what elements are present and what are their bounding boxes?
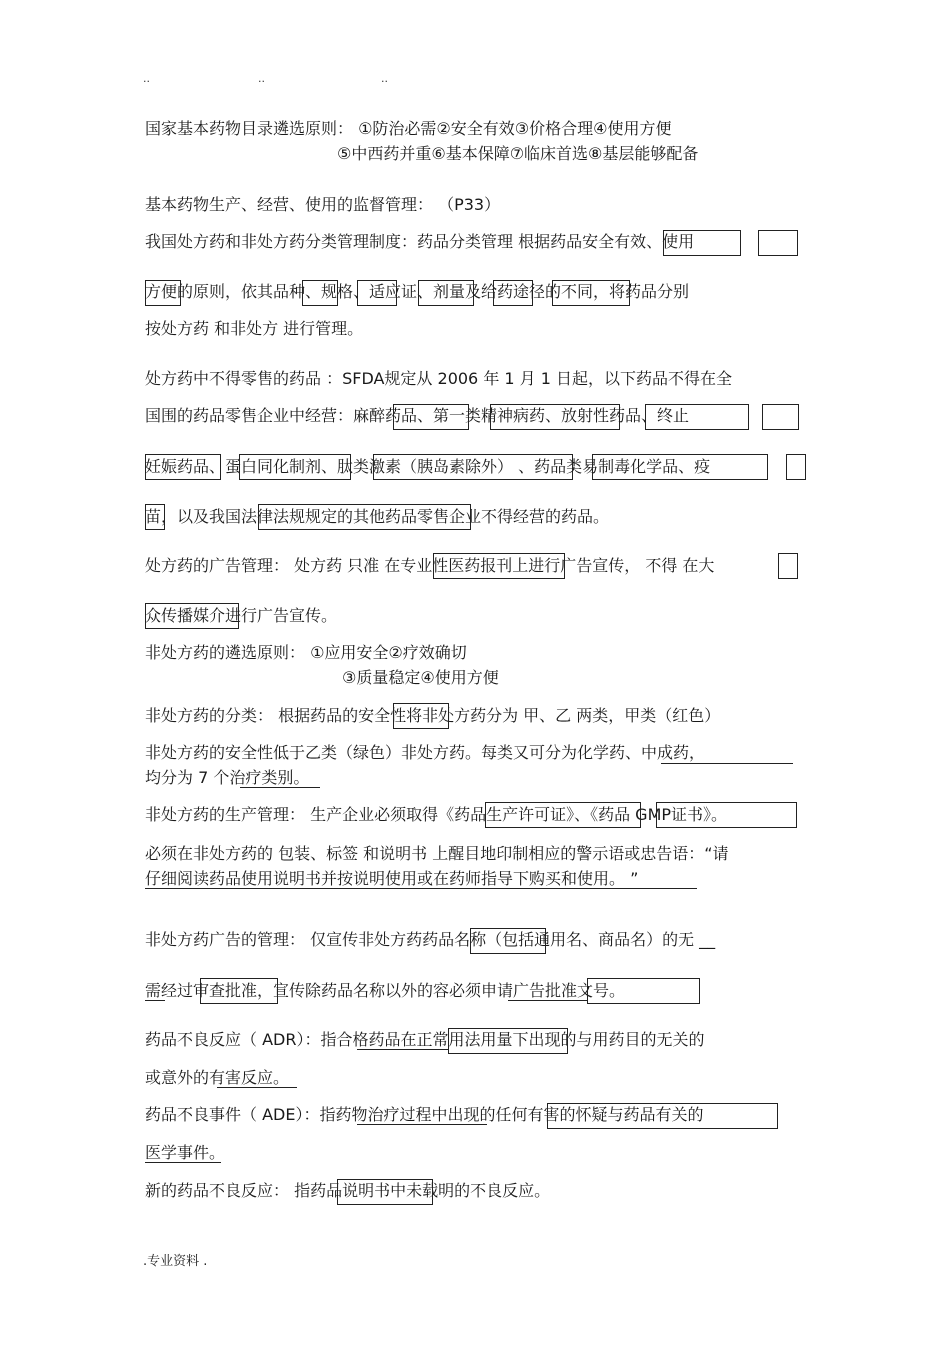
highlight-box [758, 230, 798, 256]
highlight-box [393, 404, 469, 430]
text-line-5: 方便的原则，依其品种、规格、适应证、剂量及给药途径的不同，将药品分别 [145, 282, 690, 301]
highlight-box [490, 404, 620, 430]
text-line-25: 药品不良事件（ ADE）：指药物治疗过程中出现的任何有害的怀疑与药品有关的 [145, 1105, 704, 1124]
underline-mark [357, 1049, 449, 1050]
underline-mark [145, 1162, 221, 1163]
highlight-box [418, 280, 474, 306]
text-line-10: 苗，以及我国法律法规规定的其他药品零售企业不得经营的药品。 [145, 507, 610, 526]
highlight-box [357, 280, 397, 306]
highlight-box [145, 603, 239, 629]
highlight-box [200, 978, 278, 1004]
highlight-box [393, 703, 449, 729]
header-dots-1: .. [143, 72, 150, 85]
text-line-2: ⑤中西药并重⑥基本保障⑦临床首选⑧基层能够配备 [337, 144, 699, 163]
footer-text: .专业资料 . [143, 1254, 208, 1269]
highlight-box [258, 504, 471, 530]
header-dots-2: .. [258, 72, 265, 85]
underline-mark [145, 888, 697, 889]
highlight-box [645, 404, 749, 430]
underline-mark [508, 1000, 588, 1001]
highlight-box [302, 280, 338, 306]
highlight-box [762, 404, 799, 430]
highlight-box [337, 1179, 433, 1205]
text-line-20: 仔细阅读药品使用说明书并按说明使用或在药师指导下购买和使用。 ” [145, 869, 639, 888]
text-line-18: 非处方药的生产管理： 生产企业必须取得《药品生产许可证》、《药品 GMP证书》。 [145, 805, 728, 824]
underline-mark [240, 787, 320, 788]
highlight-box [448, 1028, 568, 1054]
underline-mark [357, 1124, 487, 1125]
text-line-16: 非处方药的安全性低于乙类（绿色）非处方药。每类又可分为化学药、中成药， [145, 743, 706, 762]
highlight-box [493, 280, 533, 306]
text-line-17: 均分为 7 个治疗类别。 [145, 768, 310, 787]
text-line-14: ③质量稳定④使用方便 [342, 668, 499, 687]
highlight-box [145, 454, 221, 480]
highlight-box [552, 280, 630, 306]
text-line-8: 国围的药品零售企业中经营：麻醉药品、第一类精神病药、放射性药品、终止 [145, 406, 690, 425]
highlight-box [433, 553, 565, 579]
highlight-box [239, 454, 351, 480]
text-line-19: 必须在非处方药的 包装、标签 和说明书 上醒目地印制相应的警示语或忠告语：“请 [145, 844, 729, 863]
highlight-box [485, 802, 641, 828]
header-dots-3: .. [381, 72, 388, 85]
text-line-24: 或意外的有害反应。 [145, 1068, 290, 1087]
highlight-box [547, 1103, 778, 1129]
text-line-6: 按处方药 和非处方 进行管理。 [145, 319, 364, 338]
highlight-box [587, 978, 700, 1004]
highlight-box [656, 802, 797, 828]
text-line-12: 众传播媒介进行广告宣传。 [145, 606, 338, 625]
text-line-23: 药品不良反应（ ADR）：指合格药品在正常用法用量下出现的与用药目的无关的 [145, 1030, 705, 1049]
text-line-27: 新的药品不良反应： 指药品说明书中未载明的不良反应。 [145, 1181, 551, 1200]
text-line-11: 处方药的广告管理： 处方药 只准 在专业性医药报刊上进行广告宣传， 不得 在大 [145, 556, 715, 575]
highlight-box [663, 230, 741, 256]
highlight-box [373, 454, 573, 480]
text-line-1: 国家基本药物目录遴选原则： ①防治必需②安全有效③价格合理④使用方便 [145, 119, 672, 138]
text-line-4: 我国处方药和非处方药分类管理制度：药品分类管理 根据药品安全有效、使用 [145, 232, 695, 251]
text-line-9: 妊娠药品、蛋白同化制剂、肽类激素（胰岛素除外） 、药品类易制毒化学品、疫 [145, 457, 711, 476]
highlight-box [592, 454, 768, 480]
highlight-box [778, 553, 798, 579]
underline-mark [217, 1087, 297, 1088]
underline-mark [145, 1000, 165, 1001]
underline-mark [661, 763, 793, 764]
highlight-box [145, 280, 181, 306]
text-line-3: 基本药物生产、经营、使用的监督管理： （P33） [145, 195, 501, 214]
text-line-26: 医学事件。 [145, 1143, 226, 1162]
text-line-7: 处方药中不得零售的药品 ：SFDA规定从 2006 年 1 月 1 日起，以下药品不得在全 [145, 369, 733, 388]
text-line-13: 非处方药的遴选原则： ①应用安全②疗效确切 [145, 643, 467, 662]
text-line-21: 非处方药广告的管理： 仅宣传非处方药药品名称（包括通用名、商品名）的无 __ [145, 930, 716, 949]
highlight-box [145, 504, 165, 530]
highlight-box [470, 928, 546, 954]
highlight-box [786, 454, 806, 480]
text-line-22: 需经过审查批准，宣传除药品名称以外的容必须申请广告批准文号。 [145, 981, 626, 1000]
text-line-15: 非处方药的分类： 根据药品的安全性将非处方药分为 甲、乙 两类，甲类（红色） [145, 706, 721, 725]
